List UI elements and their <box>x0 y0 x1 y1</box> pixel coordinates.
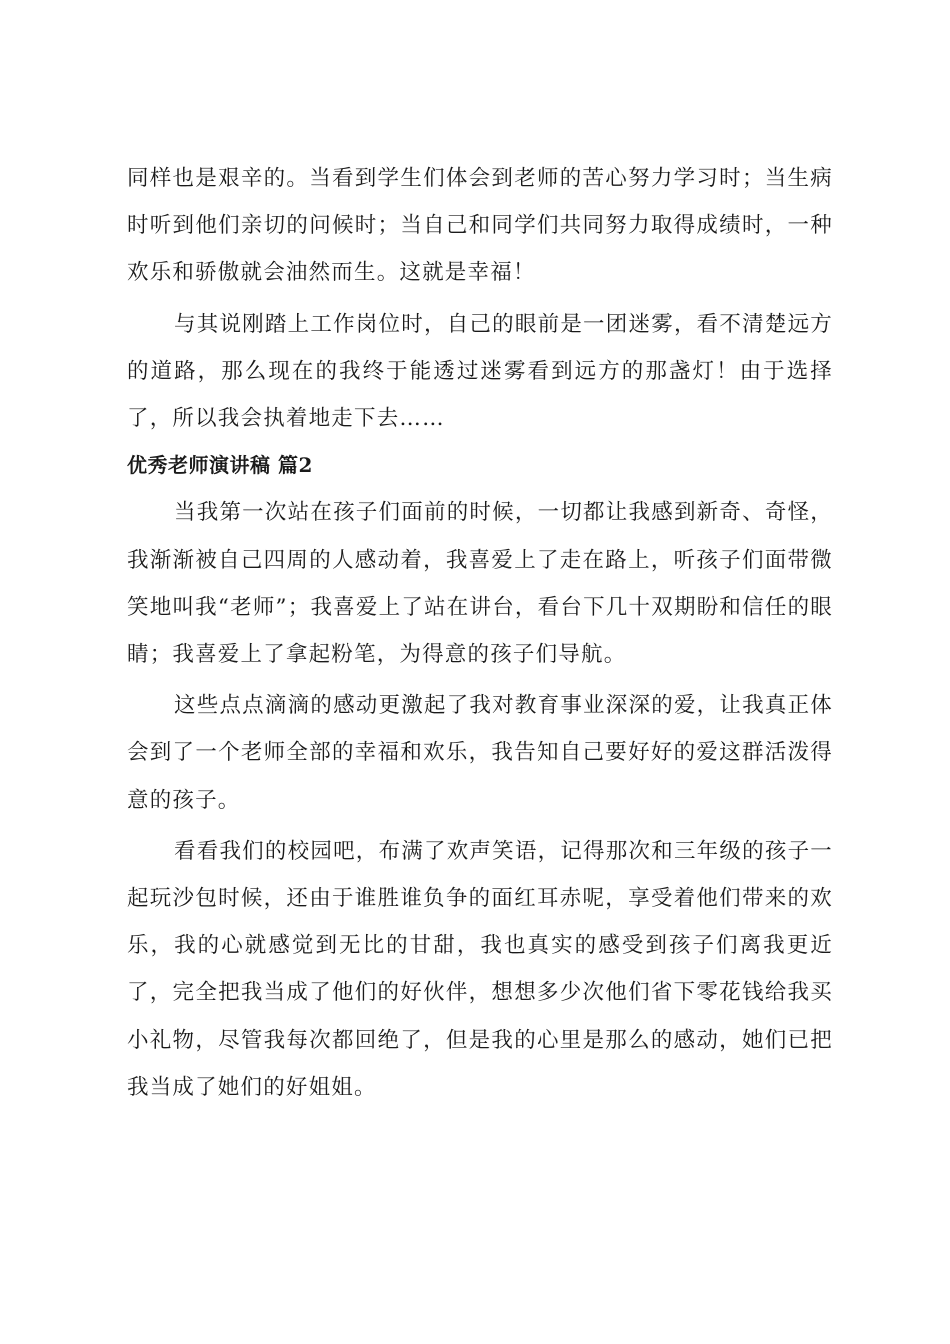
section-heading: 优秀老师演讲稿 篇2 <box>127 453 313 478</box>
document-body <box>127 155 833 1111</box>
paragraph: 这些点点滴滴的感动更激起了我对教育事业深深的爱，让我真正体会到了一个老师全部的幸福和欢乐，我告知自己要好好的爱这群活泼得意的孩子。 <box>127 693 833 813</box>
paragraph: 当我第一次站在孩子们面前的时候，一切都让我感到新奇、奇怪，我渐渐被自己四周的人感动着，我喜爱上了走在路上，听孩子们面带微笑地叫我“老师”；我喜爱上了站在讲台，看台下几十双期盼和信任的眼睛；我喜爱上了拿起粉笔，为得意的孩子们导航。 <box>127 500 833 668</box>
paragraph: 看看我们的校园吧，布满了欢声笑语，记得那次和三年级的孩子一起玩沙包时候，还由于谁胜谁负争的面红耳赤呢，享受着他们带来的欢乐，我的心就感觉到无比的甘甜，我也真实的感受到孩子们离我更近了，完全把我当成了他们的好伙伴，想想多少次他们省下零花钱给我买小礼物，尽管我每次都回绝了，但是我的心里是那么的感动，她们已把我当成了她们的好姐姐。 <box>127 838 833 1100</box>
paragraph-continued: 同样也是艰辛的。当看到学生们体会到老师的苦心努力学习时；当生病时听到他们亲切的问候时；当自己和同学们共同努力取得成绩时，一种欢乐和骄傲就会油然而生。这就是幸福！ <box>127 166 833 286</box>
paragraph: 与其说刚踏上工作岗位时，自己的眼前是一团迷雾，看不清楚远方的道路，那么现在的我终于能透过迷雾看到远方的那盏灯！由于选择了，所以我会执着地走下去…… <box>127 311 833 432</box>
